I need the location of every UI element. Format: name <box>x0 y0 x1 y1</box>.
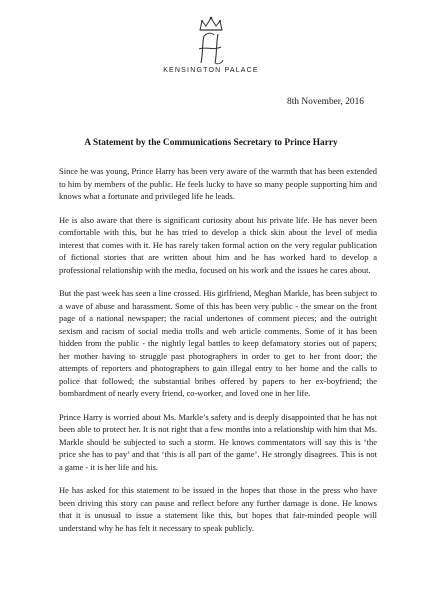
paragraph: He is also aware that there is significant curiosity about his private life. He has never been comfortable with this, but he has tried to develop a thick skin about the level of media interest that comes with it. He has rarely taken formal action on the very regular publication of fictional stories that are written about him and he has worked hard to develop a professional relationship with the media, focused on his work and the issues he cares about. <box>59 214 377 275</box>
paragraph: Since he was young, Prince Harry has been very aware of the warmth that has been extended to him by members of the public. He feels lucky to have so many people supporting him and knows what a fortunate and privileged life he leads. <box>59 166 377 201</box>
statement-date: 8th November, 2016 <box>287 97 364 107</box>
paragraph: He has asked for this statement to be issued in the hopes that those in the press who have been driving this story can pause and reflect before any further damage is done. He knows that it is unusual to issue a statement like this, but hopes that fair-minded people will understand why he has felt it necessary to speak publicly. <box>59 485 377 533</box>
paragraph: Prince Harry is worried about Ms. Markle’s safety and is deeply disappointed that he has not been able to protect her. It is not right that a few months into a relationship with him that Ms. Markle should be subjected to such a storm. He knows commentators will say this is ‘the price she has to pay’ and that ‘this is all part of the game’. He strongly disagrees. This is not a game - it is her life and his. <box>59 411 377 472</box>
letterhead-name: KENSINGTON PALACE <box>163 67 259 74</box>
statement-body <box>59 165 377 545</box>
statement-title: A Statement by the Communications Secretary to Prince Harry <box>84 138 338 148</box>
royal-crest-logo <box>187 14 235 66</box>
paragraph: But the past week has seen a line crossed. His girlfriend, Meghan Markle, has been subject to a wave of abuse and harassment. Some of this has been very public - the smear on the front page of a national newspaper; the racial undertones of comment pieces; and the outright sexism and racism of social media trolls and web article comments. Some of it has been hidden from the public - the nightly legal battles to keep defamatory stories out of papers; her mother having to struggle past photographers in order to get to her front door; the attempts of reporters and photographers to gain illegal entry to her home and the calls to police that followed; the substantial bribes offered by papers to her ex-boyfriend; the bombardment of nearly every friend, co-worker, and loved one in her life. <box>59 288 377 398</box>
